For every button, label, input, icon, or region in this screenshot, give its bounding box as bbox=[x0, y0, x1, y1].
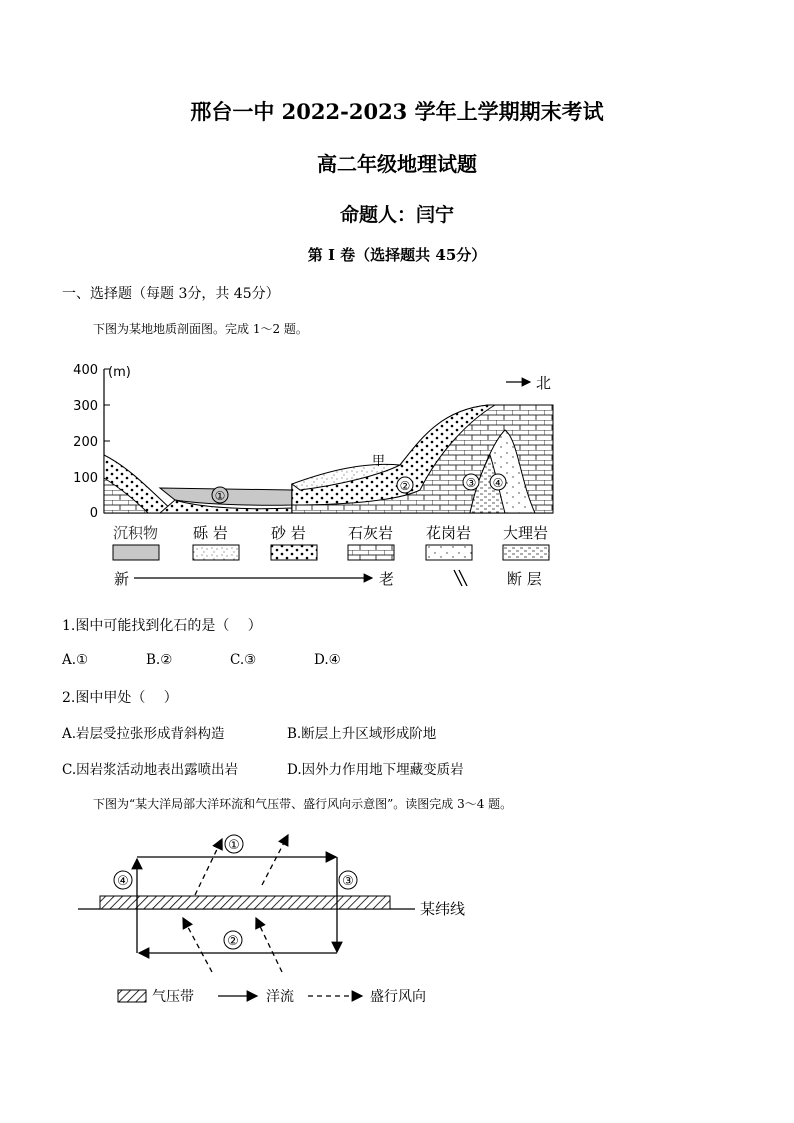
legend-fault-label: 断 层 bbox=[507, 570, 542, 588]
legend-current-label: 洋流 bbox=[266, 989, 294, 1005]
part-title: 第 I 卷（选择题共 45分） bbox=[307, 246, 487, 264]
legend-limestone-swatch bbox=[348, 545, 394, 560]
north-label: 北 bbox=[536, 374, 552, 392]
legend-pressure-label: 气压带 bbox=[152, 989, 194, 1005]
legend-conglomerate-swatch bbox=[193, 545, 239, 560]
figure1-intro: 下图为某地地质剖面图。完成 1～2 题。 bbox=[93, 322, 308, 336]
fig2-marker-1: ① bbox=[228, 838, 240, 853]
y-tick-300: 300 bbox=[73, 399, 98, 414]
wind-arrow bbox=[183, 918, 212, 972]
question-1-stem: 1.图中可能找到化石的是（ ） bbox=[62, 618, 262, 634]
y-tick-400: 400 bbox=[73, 363, 98, 378]
marker-4: ④ bbox=[492, 476, 504, 490]
legend-wind-label: 盛行风向 bbox=[370, 989, 426, 1005]
figure1-legend bbox=[113, 524, 549, 588]
figure2-legend bbox=[118, 988, 426, 1005]
pressure-belt bbox=[100, 896, 390, 909]
y-tick-100: 100 bbox=[73, 471, 98, 486]
geological-section-figure bbox=[0, 355, 794, 595]
q1-option-d[interactable]: D.④ bbox=[314, 652, 341, 668]
q2-option-d[interactable]: D.因外力作用地下埋藏变质岩 bbox=[287, 762, 464, 778]
q2-option-b[interactable]: B.断层上升区域形成阶地 bbox=[287, 726, 437, 742]
q1-option-c[interactable]: C.③ bbox=[230, 652, 257, 668]
legend-marble-label: 大理岩 bbox=[503, 524, 549, 542]
marker-1: ① bbox=[214, 489, 226, 503]
marker-2: ② bbox=[399, 479, 411, 493]
legend-conglomerate-label: 砾 岩 bbox=[193, 524, 228, 542]
question-2-options-row2 bbox=[62, 758, 762, 778]
question-1-options bbox=[62, 652, 762, 672]
legend-sandstone-label: 砂 岩 bbox=[271, 524, 306, 542]
wind-arrow bbox=[256, 918, 282, 972]
latitude-label: 某纬线 bbox=[420, 900, 466, 918]
legend-sediment-label: 沉积物 bbox=[113, 524, 159, 542]
q1-option-b[interactable]: B.② bbox=[146, 652, 173, 668]
marker-3: ③ bbox=[465, 476, 477, 490]
legend-limestone-label: 石灰岩 bbox=[348, 524, 394, 542]
fig2-marker-4: ④ bbox=[117, 874, 129, 889]
question-2-stem: 2.图中甲处（ ） bbox=[62, 690, 178, 706]
figure2-intro: 下图为“某大洋局部大洋环流和气压带、盛行风向示意图”。读图完成 3～4 题。 bbox=[93, 797, 513, 811]
wind-arrow bbox=[195, 839, 222, 895]
ocean-circulation-figure bbox=[0, 825, 794, 1025]
y-tick-200: 200 bbox=[73, 435, 98, 450]
y-tick-0: 0 bbox=[89, 506, 98, 521]
area-jia-label: 甲 bbox=[372, 454, 386, 469]
q1-option-a[interactable]: A.① bbox=[62, 652, 89, 668]
subject-title: 高二年级地理试题 bbox=[317, 152, 477, 176]
q2-option-c[interactable]: C.因岩浆活动地表出露喷出岩 bbox=[62, 762, 239, 778]
legend-granite-swatch bbox=[426, 545, 472, 560]
legend-pressure-swatch bbox=[118, 990, 146, 1002]
y-unit-label: (m) bbox=[108, 365, 131, 380]
fig2-marker-2: ② bbox=[227, 934, 239, 949]
question-2-options-row1 bbox=[62, 722, 762, 742]
legend-new-label: 新 bbox=[114, 570, 130, 588]
author-line: 命题人：闫宁 bbox=[339, 204, 454, 226]
fault-symbol bbox=[454, 570, 467, 586]
legend-sediment-swatch bbox=[113, 545, 159, 560]
legend-granite-label: 花岗岩 bbox=[426, 524, 472, 542]
legend-old-label: 老 bbox=[379, 570, 395, 588]
legend-sandstone-swatch bbox=[271, 545, 317, 560]
fig2-marker-3: ③ bbox=[342, 874, 354, 889]
q2-option-a[interactable]: A.岩层受拉张形成背斜构造 bbox=[62, 726, 225, 742]
wind-arrow bbox=[262, 835, 288, 885]
school-title: 邢台一中 2022-2023 学年上学期期末考试 bbox=[190, 99, 604, 124]
legend-marble-swatch bbox=[503, 545, 549, 560]
section-title: 一、选择题（每题 3分，共 45分） bbox=[62, 286, 280, 302]
